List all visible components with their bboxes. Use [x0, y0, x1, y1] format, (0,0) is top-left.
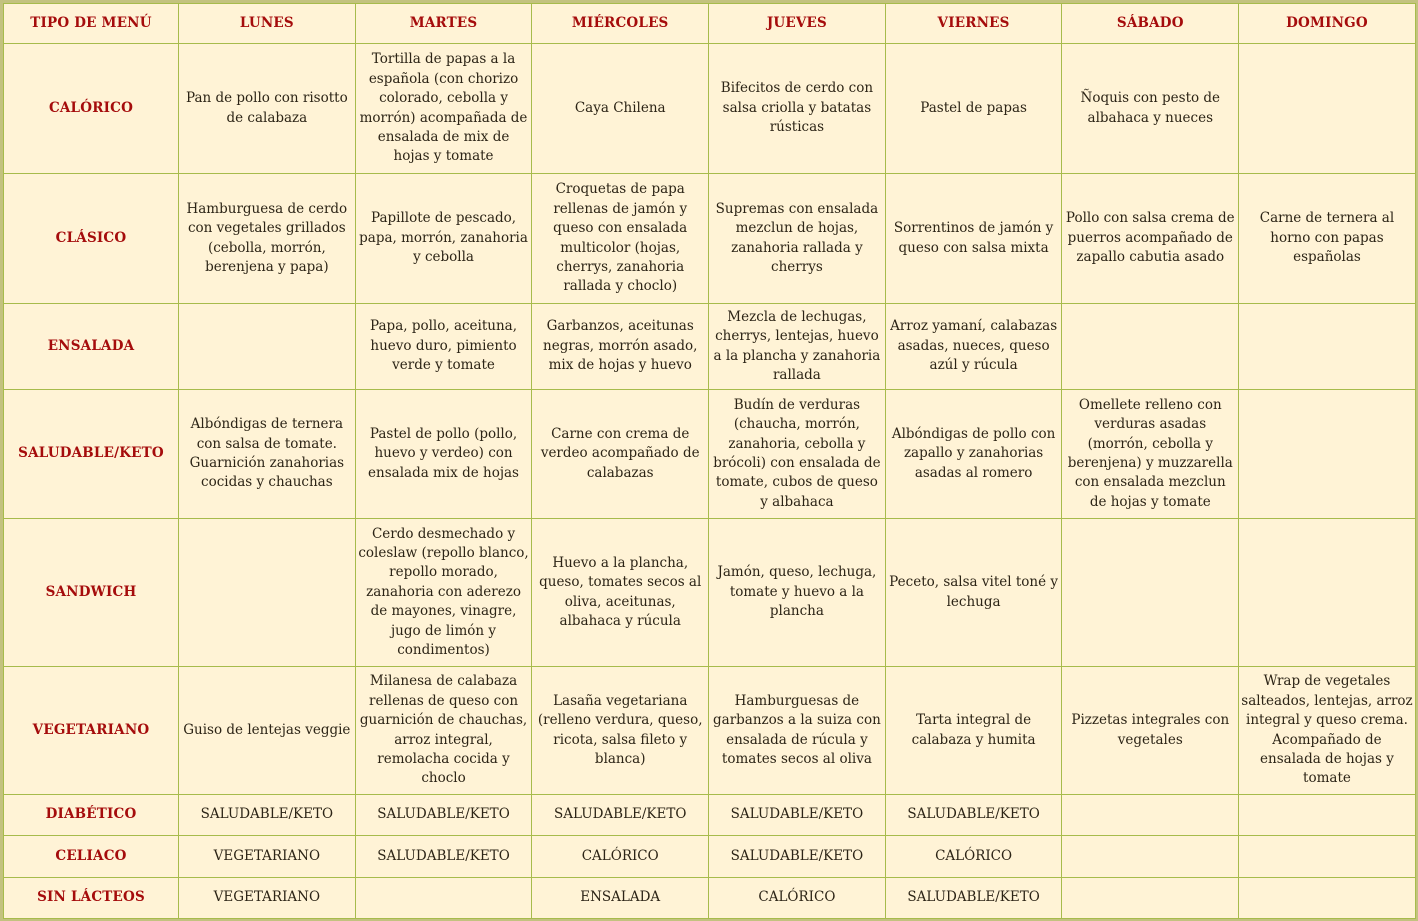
menu-cell — [1239, 878, 1416, 919]
menu-cell: SALUDABLE/KETO — [179, 795, 356, 836]
menu-cell: Papa, pollo, aceituna, huevo duro, pimiento verde y tomate — [355, 304, 532, 390]
menu-cell: CALÓRICO — [709, 878, 886, 919]
menu-cell — [1062, 878, 1239, 919]
header-day-thursday: JUEVES — [709, 4, 886, 44]
menu-cell: Hamburguesa de cerdo con vegetales grillados (cebolla, morrón, berenjena y papa) — [179, 174, 356, 304]
menu-cell: SALUDABLE/KETO — [532, 795, 709, 836]
row-label: SANDWICH — [4, 519, 179, 667]
row-sin-lacteos — [4, 878, 1416, 919]
menu-cell — [1239, 795, 1416, 836]
menu-cell: Bifecitos de cerdo con salsa criolla y batatas rústicas — [709, 44, 886, 174]
menu-cell — [355, 878, 532, 919]
row-ensalada — [4, 304, 1416, 390]
menu-cell: Lasaña vegetariana (relleno verdura, queso, ricota, salsa fileto y blanca) — [532, 667, 709, 795]
menu-cell: Carne de ternera al horno con papas españolas — [1239, 174, 1416, 304]
menu-cell: Cerdo desmechado y coleslaw (repollo blanco, repollo morado, zanahoria con aderezo de mayones, vinagre, jugo de limón y condimentos) — [355, 519, 532, 667]
menu-cell: Tarta integral de calabaza y humita — [885, 667, 1062, 795]
row-label: VEGETARIANO — [4, 667, 179, 795]
menu-cell: SALUDABLE/KETO — [885, 795, 1062, 836]
menu-cell: CALÓRICO — [532, 836, 709, 878]
header-day-friday: VIERNES — [885, 4, 1062, 44]
menu-cell: Sorrentinos de jamón y queso con salsa mixta — [885, 174, 1062, 304]
menu-cell: Arroz yamaní, calabazas asadas, nueces, queso azúl y rúcula — [885, 304, 1062, 390]
weekly-menu-table — [3, 3, 1416, 919]
menu-cell: Garbanzos, aceitunas negras, morrón asado, mix de hojas y huevo — [532, 304, 709, 390]
header-day-tuesday: MARTES — [355, 4, 532, 44]
row-label: CELIACO — [4, 836, 179, 878]
row-clasico — [4, 174, 1416, 304]
menu-cell: Tortilla de papas a la española (con chorizo colorado, cebolla y morrón) acompañada de ensalada de mix de hojas y tomate — [355, 44, 532, 174]
header-day-sunday: DOMINGO — [1239, 4, 1416, 44]
row-label: DIABÉTICO — [4, 795, 179, 836]
menu-cell: Ñoquis con pesto de albahaca y nueces — [1062, 44, 1239, 174]
menu-cell: VEGETARIANO — [179, 836, 356, 878]
menu-cell: CALÓRICO — [885, 836, 1062, 878]
menu-table-container — [3, 3, 1415, 918]
menu-cell: Guiso de lentejas veggie — [179, 667, 356, 795]
menu-cell: VEGETARIANO — [179, 878, 356, 919]
menu-cell: Pizzetas integrales con vegetales — [1062, 667, 1239, 795]
menu-cell: SALUDABLE/KETO — [355, 836, 532, 878]
menu-cell — [1239, 44, 1416, 174]
row-sandwich — [4, 519, 1416, 667]
menu-cell — [1062, 795, 1239, 836]
menu-cell: Budín de verduras (chaucha, morrón, zanahoria, cebolla y brócoli) con ensalada de tomate, cubos de queso y albahaca — [709, 390, 886, 519]
menu-cell: SALUDABLE/KETO — [709, 836, 886, 878]
menu-cell: Omellete relleno con verduras asadas (morrón, cebolla y berenjena) y muzzarella con ensalada mezclun de hojas y tomate — [1062, 390, 1239, 519]
row-vegetariano — [4, 667, 1416, 795]
menu-cell: SALUDABLE/KETO — [355, 795, 532, 836]
menu-cell — [1239, 304, 1416, 390]
row-label: ENSALADA — [4, 304, 179, 390]
menu-cell — [1062, 304, 1239, 390]
menu-cell: Mezcla de lechugas, cherrys, lentejas, huevo a la plancha y zanahoria rallada — [709, 304, 886, 390]
menu-cell: Caya Chilena — [532, 44, 709, 174]
menu-cell: Pan de pollo con risotto de calabaza — [179, 44, 356, 174]
menu-cell: Croquetas de papa rellenas de jamón y queso con ensalada multicolor (hojas, cherrys, zanahoria rallada y choclo) — [532, 174, 709, 304]
menu-cell: Milanesa de calabaza rellenas de queso con guarnición de chauchas, arroz integral, remolacha cocida y choclo — [355, 667, 532, 795]
menu-cell: Peceto, salsa vitel toné y lechuga — [885, 519, 1062, 667]
menu-cell — [1239, 390, 1416, 519]
menu-cell: Supremas con ensalada mezclun de hojas, zanahoria rallada y cherrys — [709, 174, 886, 304]
menu-cell: Hamburguesas de garbanzos a la suiza con ensalada de rúcula y tomates secos al oliva — [709, 667, 886, 795]
menu-cell: Papillote de pescado, papa, morrón, zanahoria y cebolla — [355, 174, 532, 304]
row-label: SIN LÁCTEOS — [4, 878, 179, 919]
row-celiaco — [4, 836, 1416, 878]
menu-cell — [179, 304, 356, 390]
header-menu-type: TIPO DE MENÚ — [4, 4, 179, 44]
row-diabetico — [4, 795, 1416, 836]
row-saludable-keto — [4, 390, 1416, 519]
menu-cell: SALUDABLE/KETO — [885, 878, 1062, 919]
menu-cell: Pastel de papas — [885, 44, 1062, 174]
menu-cell: Pastel de pollo (pollo, huevo y verdeo) con ensalada mix de hojas — [355, 390, 532, 519]
menu-cell: Wrap de vegetales salteados, lentejas, arroz integral y queso crema. Acompañado de ensalada de hojas y tomate — [1239, 667, 1416, 795]
menu-cell — [1062, 836, 1239, 878]
menu-cell — [179, 519, 356, 667]
row-label: CLÁSICO — [4, 174, 179, 304]
menu-cell: Pollo con salsa crema de puerros acompañado de zapallo cabutia asado — [1062, 174, 1239, 304]
row-label: CALÓRICO — [4, 44, 179, 174]
menu-cell: Albóndigas de pollo con zapallo y zanahorias asadas al romero — [885, 390, 1062, 519]
header-day-saturday: SÁBADO — [1062, 4, 1239, 44]
header-row — [4, 4, 1416, 44]
menu-cell: Huevo a la plancha, queso, tomates secos al oliva, aceitunas, albahaca y rúcula — [532, 519, 709, 667]
menu-cell — [1239, 836, 1416, 878]
menu-cell: SALUDABLE/KETO — [709, 795, 886, 836]
menu-cell: ENSALADA — [532, 878, 709, 919]
menu-cell: Jamón, queso, lechuga, tomate y huevo a la plancha — [709, 519, 886, 667]
header-day-monday: LUNES — [179, 4, 356, 44]
row-calorico — [4, 44, 1416, 174]
menu-cell — [1239, 519, 1416, 667]
menu-cell: Carne con crema de verdeo acompañado de calabazas — [532, 390, 709, 519]
menu-cell: Albóndigas de ternera con salsa de tomate. Guarnición zanahorias cocidas y chauchas — [179, 390, 356, 519]
menu-cell — [1062, 519, 1239, 667]
row-label: SALUDABLE/KETO — [4, 390, 179, 519]
header-day-wednesday: MIÉRCOLES — [532, 4, 709, 44]
